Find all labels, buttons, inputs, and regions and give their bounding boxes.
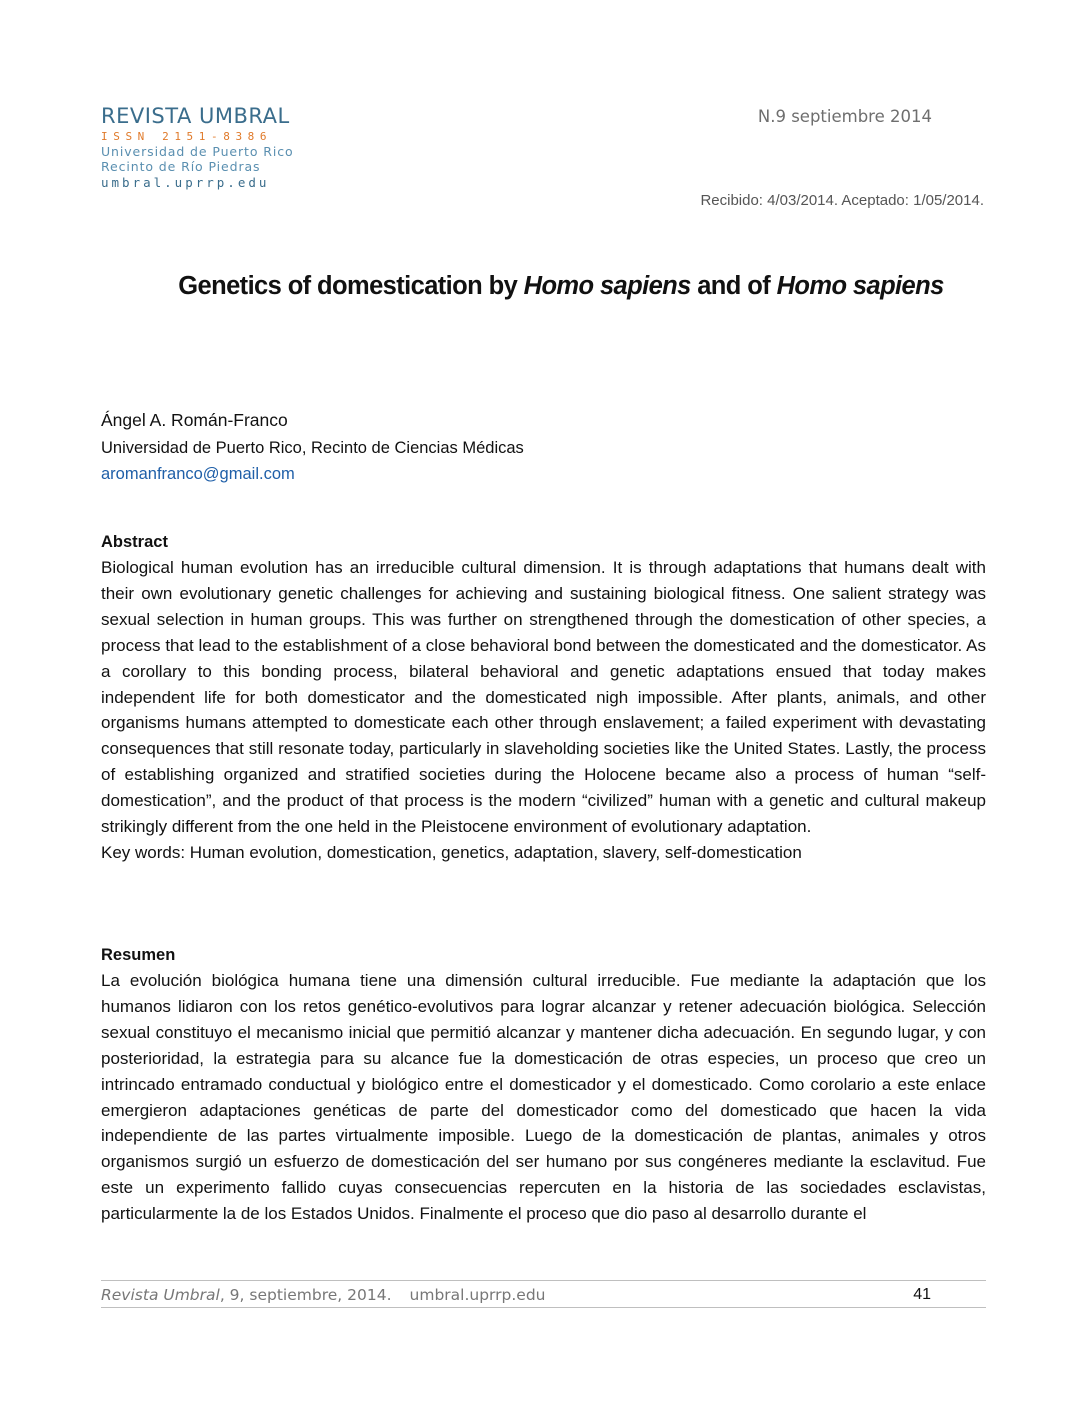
title-italic-2: Homo sapiens bbox=[776, 272, 944, 300]
footer-citation: , 9, septiembre, 2014. bbox=[219, 1286, 392, 1304]
footer-url: umbral.uprrp.edu bbox=[409, 1286, 546, 1304]
title-part-1: Genetics of domestication by bbox=[178, 272, 524, 300]
resumen-heading: Resumen bbox=[101, 946, 176, 964]
masthead-university: Universidad de Puerto Rico bbox=[101, 144, 294, 159]
resumen-text: La evolución biológica humana tiene una dimensión cultural irreducible. Fue mediante la adaptación que los humanos lidiaron con los retos genético-evolutivos para lograr alcanzar y retener adecuación biológica. Selección sexual constituyo el mecanismo inicial que permitió alcanzar y mantener dicha adecuación. En segundo lugar, y con posterioridad, la estrategia para su alcance fue la domesticación de otras especies, un proceso que creo un intrincado entramado conductual y biológico entre el domesticador y el domesticado. Como corolario a este enlace emergieron adaptaciones genéticas de parte del domesticador como del domesticado que hacen la vida independiente de las partes virtualmente imposible. Luego de la domesticación de plantas, animales y otros organismos surgió un esfuerzo de domesticación del ser humano por sus congéneres mediante la esclavitud. Fue este un experimento fallido cuyas consecuencias repercuten en la historia de las sociedades esclavistas, particularmente la de los Estados Unidos. Finalmente el proceso que dio paso al desarrollo durante el bbox=[101, 971, 986, 1224]
page-number: 41 bbox=[913, 1286, 931, 1303]
title-italic-1: Homo sapiens bbox=[523, 272, 691, 300]
author-affiliation: Universidad de Puerto Rico, Recinto de Ciencias Médicas bbox=[101, 439, 524, 457]
received-accepted-dates: Recibido: 4/03/2014. Aceptado: 1/05/2014. bbox=[700, 192, 984, 209]
masthead-campus: Recinto de Río Piedras bbox=[101, 159, 261, 174]
author-name: Ángel A. Román-Franco bbox=[101, 410, 288, 430]
footer-journal: Revista Umbral bbox=[101, 1286, 220, 1304]
author-email-link[interactable]: aromanfranco@gmail.com bbox=[101, 465, 295, 483]
footer-rule-bottom bbox=[101, 1307, 986, 1308]
issn: ISSN 2151-8386 bbox=[101, 130, 273, 143]
keywords: Key words: Human evolution, domestication, genetics, adaptation, slavery, self-domestication bbox=[101, 842, 802, 862]
abstract-section bbox=[101, 529, 986, 866]
title-part-2: and of bbox=[690, 272, 777, 300]
resumen-section bbox=[101, 942, 986, 1227]
issue-label: N.9 septiembre 2014 bbox=[757, 107, 932, 126]
abstract-heading: Abstract bbox=[101, 533, 168, 551]
journal-masthead bbox=[101, 104, 294, 191]
footer-rule-top bbox=[101, 1280, 986, 1281]
masthead-site: umbral.uprrp.edu bbox=[101, 175, 270, 190]
journal-name: REVISTA UMBRAL bbox=[101, 104, 290, 128]
article-title bbox=[0, 272, 1088, 301]
abstract-text: Biological human evolution has an irreducible cultural dimension. It is through adaptations that humans dealt with their own evolutionary genetic challenges for achieving and sustaining biological fitness. One salient strategy was sexual selection in human groups. This was further on strengthened through the domestication of other species, a process that lead to the establishment of a close behavioral bond between the domesticated and the domesticator. As a corollary to this bonding process, bilateral behavioral and genetic adaptations ensued that today makes independent life for both domesticator and the domesticated nigh impossible. After plants, animals, and other organisms humans attempted to domesticate each other through enslavement; a failed experiment with devastating consequences that still resonate today, particularly in slaveholding societies like the United States. Lastly, the process of establishing organized and stratified societies during the Holocene became also a process of human “self-domestication”, and the product of that process is the modern “civilized” human with a genetic and cultural makeup strikingly different from the one held in the Pleistocene environment of evolutionary adaptation. bbox=[101, 558, 986, 837]
